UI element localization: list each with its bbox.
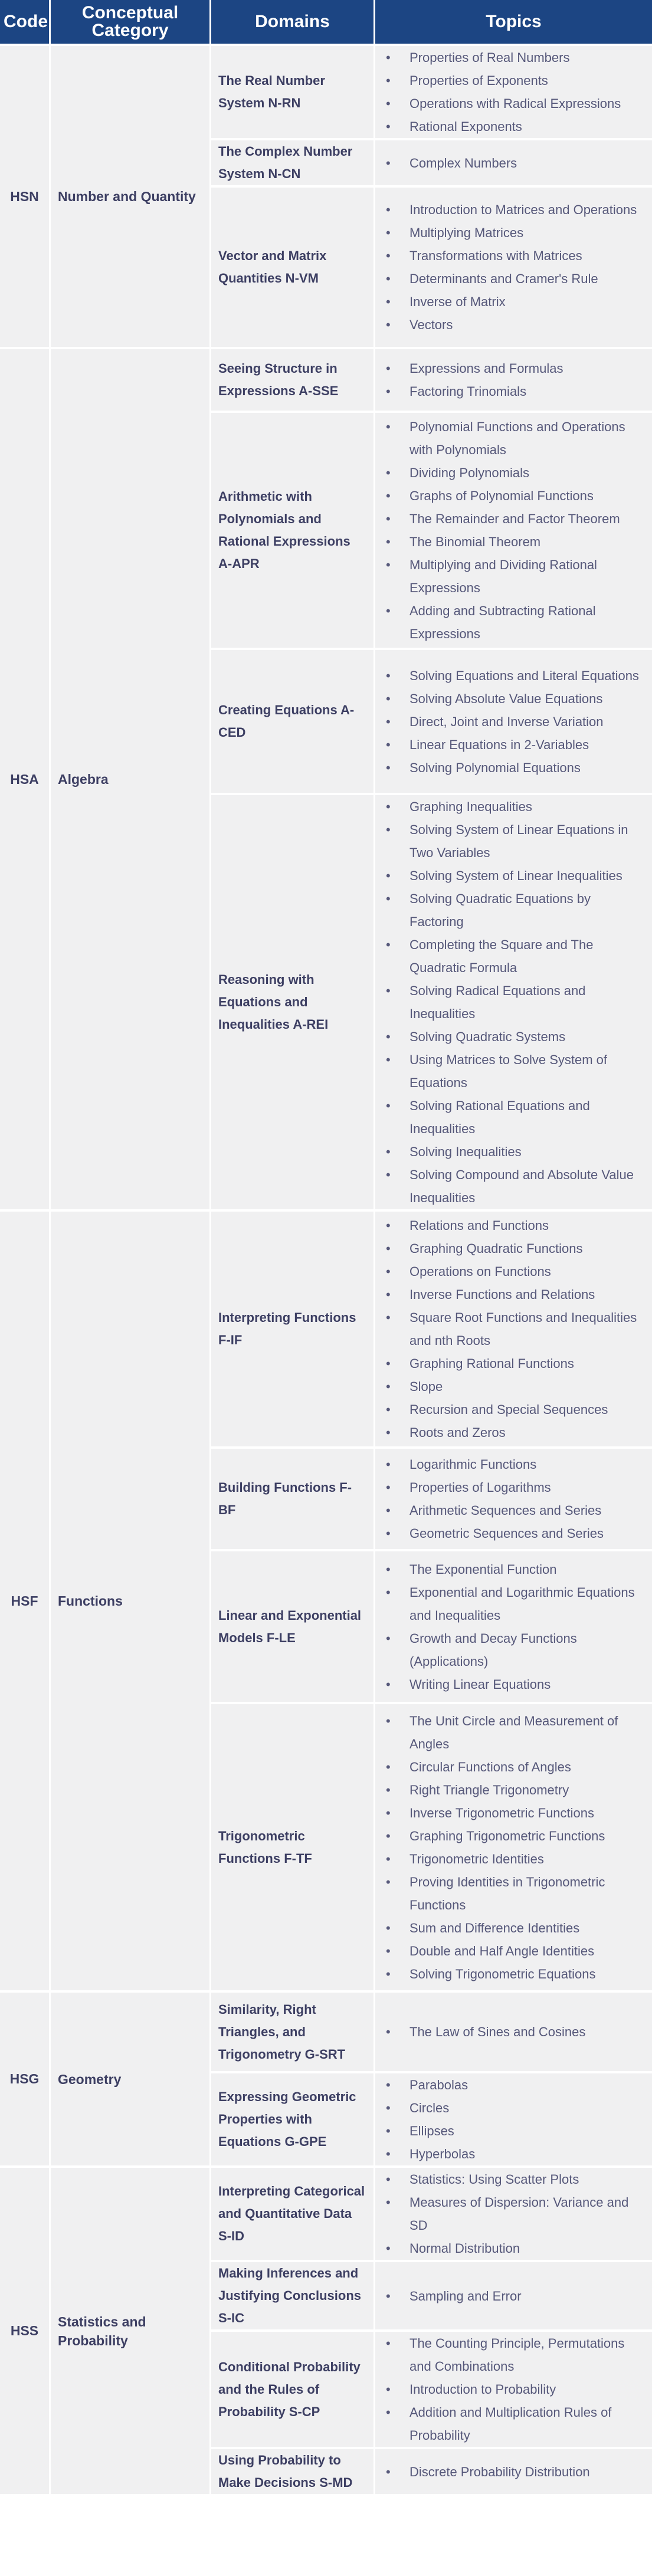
topic-item: • Introduction to Matrices and Operations — [382, 198, 647, 221]
topic-item: • Slope — [382, 1375, 647, 1398]
topic-item: • Addition and Multiplication Rules of Probability — [382, 2401, 647, 2447]
topic-item: • Polynomial Functions and Operations with Polynomials — [382, 415, 647, 461]
topic-item: • The Counting Principle, Permutations and Combinations — [382, 2332, 647, 2378]
topics-list — [382, 1709, 647, 1986]
conceptual-category: Number and Quantity — [51, 46, 211, 349]
table-body — [0, 46, 652, 2496]
topic-item: • Vectors — [382, 313, 647, 336]
topic-item: • The Law of Sines and Cosines — [382, 2020, 647, 2043]
topic-item: • Arithmetic Sequences and Series — [382, 1499, 647, 1522]
domain-name: Reasoning with Equations and Inequalities A-REI — [211, 795, 375, 1212]
topics-cell — [375, 2168, 652, 2262]
topics-list — [382, 664, 647, 779]
topic-item: • Sampling and Error — [382, 2285, 647, 2308]
topic-item: • Operations on Functions — [382, 1260, 647, 1283]
topics-list — [382, 2073, 647, 2165]
topic-item: • Transformations with Matrices — [382, 244, 647, 267]
topic-item: • Square Root Functions and Inequalities and nth Roots — [382, 1306, 647, 1352]
topic-item: • Graphing Trigonometric Functions — [382, 1824, 647, 1847]
domain-name: Creating Equations A-CED — [211, 650, 375, 795]
topics-list — [382, 1453, 647, 1545]
topic-item: • Solving System of Linear Inequalities — [382, 864, 647, 887]
topics-cell — [375, 349, 652, 413]
topic-item: • Graphs of Polynomial Functions — [382, 484, 647, 507]
topic-item: • Parabolas — [382, 2073, 647, 2096]
topic-item: • Measures of Dispersion: Variance and SD — [382, 2191, 647, 2237]
topic-item: • Solving Equations and Literal Equations — [382, 664, 647, 687]
category-code: HSN — [0, 46, 51, 349]
header-topics: Topics — [375, 0, 652, 46]
domain-name: Arithmetic with Polynomials and Rational Expressions A-APR — [211, 413, 375, 650]
topic-item: • Introduction to Probability — [382, 2378, 647, 2401]
domain-name: The Real Number System N-RN — [211, 46, 375, 140]
table-row — [0, 1993, 652, 2073]
topic-item: • Graphing Inequalities — [382, 795, 647, 818]
topic-item: • Solving Polynomial Equations — [382, 756, 647, 779]
conceptual-category: Geometry — [51, 1993, 211, 2168]
topic-item: • Solving System of Linear Equations in Two Variables — [382, 818, 647, 864]
topic-item: • Exponential and Logarithmic Equations and Inequalities — [382, 1581, 647, 1627]
topic-item: • Direct, Joint and Inverse Variation — [382, 710, 647, 733]
topics-list — [382, 357, 647, 403]
topics-list — [382, 46, 647, 138]
topic-item: • Determinants and Cramer's Rule — [382, 267, 647, 290]
topic-item: • Graphing Rational Functions — [382, 1352, 647, 1375]
topic-item: • Statistics: Using Scatter Plots — [382, 2168, 647, 2191]
topics-list — [382, 1214, 647, 1444]
topic-item: • Adding and Subtracting Rational Expressions — [382, 599, 647, 645]
topic-item: • The Binomial Theorem — [382, 530, 647, 553]
topic-item: • Rational Exponents — [382, 115, 647, 138]
table-row — [0, 349, 652, 413]
topic-item: • Solving Radical Equations and Inequalities — [382, 979, 647, 1025]
topic-item: • Geometric Sequences and Series — [382, 1522, 647, 1545]
topic-item: • Inverse Functions and Relations — [382, 1283, 647, 1306]
domain-name: Interpreting Categorical and Quantitative Data S-ID — [211, 2168, 375, 2262]
topic-item: • Properties of Real Numbers — [382, 46, 647, 69]
topic-item: • Operations with Radical Expressions — [382, 92, 647, 115]
topic-item: • Trigonometric Identities — [382, 1847, 647, 1871]
topics-list — [382, 2332, 647, 2447]
table-row — [0, 46, 652, 140]
topic-item: • Using Matrices to Solve System of Equations — [382, 1048, 647, 1094]
topic-item: • Proving Identities in Trigonometric Functions — [382, 1871, 647, 1917]
topic-item: • Linear Equations in 2-Variables — [382, 733, 647, 756]
topic-item: • The Exponential Function — [382, 1558, 647, 1581]
topic-item: • Expressions and Formulas — [382, 357, 647, 380]
domain-name: Conditional Probability and the Rules of Probability S-CP — [211, 2332, 375, 2449]
topics-cell — [375, 413, 652, 650]
domain-name: Vector and Matrix Quantities N-VM — [211, 188, 375, 349]
topics-list — [382, 2168, 647, 2260]
topic-item: • Inverse Trigonometric Functions — [382, 1801, 647, 1824]
topics-cell — [375, 1993, 652, 2073]
topic-item: • Recursion and Special Sequences — [382, 1398, 647, 1421]
topics-list — [382, 795, 647, 1209]
domain-name: Building Functions F-BF — [211, 1449, 375, 1551]
topic-item: • Discrete Probability Distribution — [382, 2460, 647, 2483]
topic-item: • Solving Rational Equations and Inequalities — [382, 1094, 647, 1140]
topic-item: • Hyperbolas — [382, 2142, 647, 2165]
topics-cell — [375, 140, 652, 188]
topics-cell — [375, 1551, 652, 1704]
category-code: HSS — [0, 2168, 51, 2496]
topics-list — [382, 198, 647, 336]
header-code: Code — [0, 0, 51, 46]
topic-item: • Logarithmic Functions — [382, 1453, 647, 1476]
topic-item: • Graphing Quadratic Functions — [382, 1237, 647, 1260]
topic-item: • Dividing Polynomials — [382, 461, 647, 484]
topics-cell — [375, 2332, 652, 2449]
domain-name: Trigonometric Functions F-TF — [211, 1704, 375, 1993]
domain-name: Interpreting Functions F-IF — [211, 1212, 375, 1449]
topic-item: • Double and Half Angle Identities — [382, 1940, 647, 1963]
topics-cell — [375, 46, 652, 140]
category-code: HSG — [0, 1993, 51, 2168]
topic-item: • Ellipses — [382, 2119, 647, 2142]
topic-item: • The Unit Circle and Measurement of Angles — [382, 1709, 647, 1755]
topic-item: • Writing Linear Equations — [382, 1673, 647, 1696]
header-category: Conceptual Category — [51, 0, 211, 46]
topic-item: • Growth and Decay Functions (Applications) — [382, 1627, 647, 1673]
topic-item: • Properties of Exponents — [382, 69, 647, 92]
topic-item: • Completing the Square and The Quadratic Formula — [382, 933, 647, 979]
topic-item: • Right Triangle Trigonometry — [382, 1778, 647, 1801]
conceptual-category: Functions — [51, 1212, 211, 1993]
topic-item: • Solving Trigonometric Equations — [382, 1963, 647, 1986]
topic-item: • Normal Distribution — [382, 2237, 647, 2260]
topics-list — [382, 2020, 647, 2043]
conceptual-category: Statistics and Probability — [51, 2168, 211, 2496]
topic-item: • The Remainder and Factor Theorem — [382, 507, 647, 530]
topic-item: • Complex Numbers — [382, 152, 647, 175]
topic-item: • Relations and Functions — [382, 1214, 647, 1237]
topic-item: • Circular Functions of Angles — [382, 1755, 647, 1778]
table-row — [0, 1212, 652, 1449]
header-domains: Domains — [211, 0, 375, 46]
topics-cell — [375, 650, 652, 795]
domain-name: Linear and Exponential Models F-LE — [211, 1551, 375, 1704]
topic-item: • Properties of Logarithms — [382, 1476, 647, 1499]
topics-cell — [375, 1212, 652, 1449]
topics-cell — [375, 2073, 652, 2168]
topic-item: • Solving Quadratic Equations by Factoring — [382, 887, 647, 933]
topics-cell — [375, 188, 652, 349]
topic-item: • Solving Inequalities — [382, 1140, 647, 1163]
domain-name: Seeing Structure in Expressions A-SSE — [211, 349, 375, 413]
domain-name: Expressing Geometric Properties with Equations G-GPE — [211, 2073, 375, 2168]
domain-name: The Complex Number System N-CN — [211, 140, 375, 188]
topic-item: • Inverse of Matrix — [382, 290, 647, 313]
header-row — [0, 0, 652, 46]
table-row — [0, 2168, 652, 2262]
topic-item: • Factoring Trinomials — [382, 380, 647, 403]
topics-list — [382, 2460, 647, 2483]
topics-list — [382, 415, 647, 645]
topic-item: • Solving Quadratic Systems — [382, 1025, 647, 1048]
topics-cell — [375, 2449, 652, 2496]
conceptual-category: Algebra — [51, 349, 211, 1212]
topic-item: • Solving Compound and Absolute Value Inequalities — [382, 1163, 647, 1209]
domain-name: Using Probability to Make Decisions S-MD — [211, 2449, 375, 2496]
topics-list — [382, 2285, 647, 2308]
domain-name: Making Inferences and Justifying Conclusions S-IC — [211, 2262, 375, 2332]
category-code: HSF — [0, 1212, 51, 1993]
domain-name: Similarity, Right Triangles, and Trigonometry G-SRT — [211, 1993, 375, 2073]
topic-item: • Multiplying and Dividing Rational Expressions — [382, 553, 647, 599]
topic-item: • Circles — [382, 2096, 647, 2119]
topics-cell — [375, 1449, 652, 1551]
category-code: HSA — [0, 349, 51, 1212]
topic-item: • Roots and Zeros — [382, 1421, 647, 1444]
topics-cell — [375, 795, 652, 1212]
topics-list — [382, 1558, 647, 1696]
topics-list — [382, 152, 647, 175]
topic-item: • Sum and Difference Identities — [382, 1917, 647, 1940]
topics-cell — [375, 1704, 652, 1993]
topics-cell — [375, 2262, 652, 2332]
topic-item: • Multiplying Matrices — [382, 221, 647, 244]
topic-item: • Solving Absolute Value Equations — [382, 687, 647, 710]
